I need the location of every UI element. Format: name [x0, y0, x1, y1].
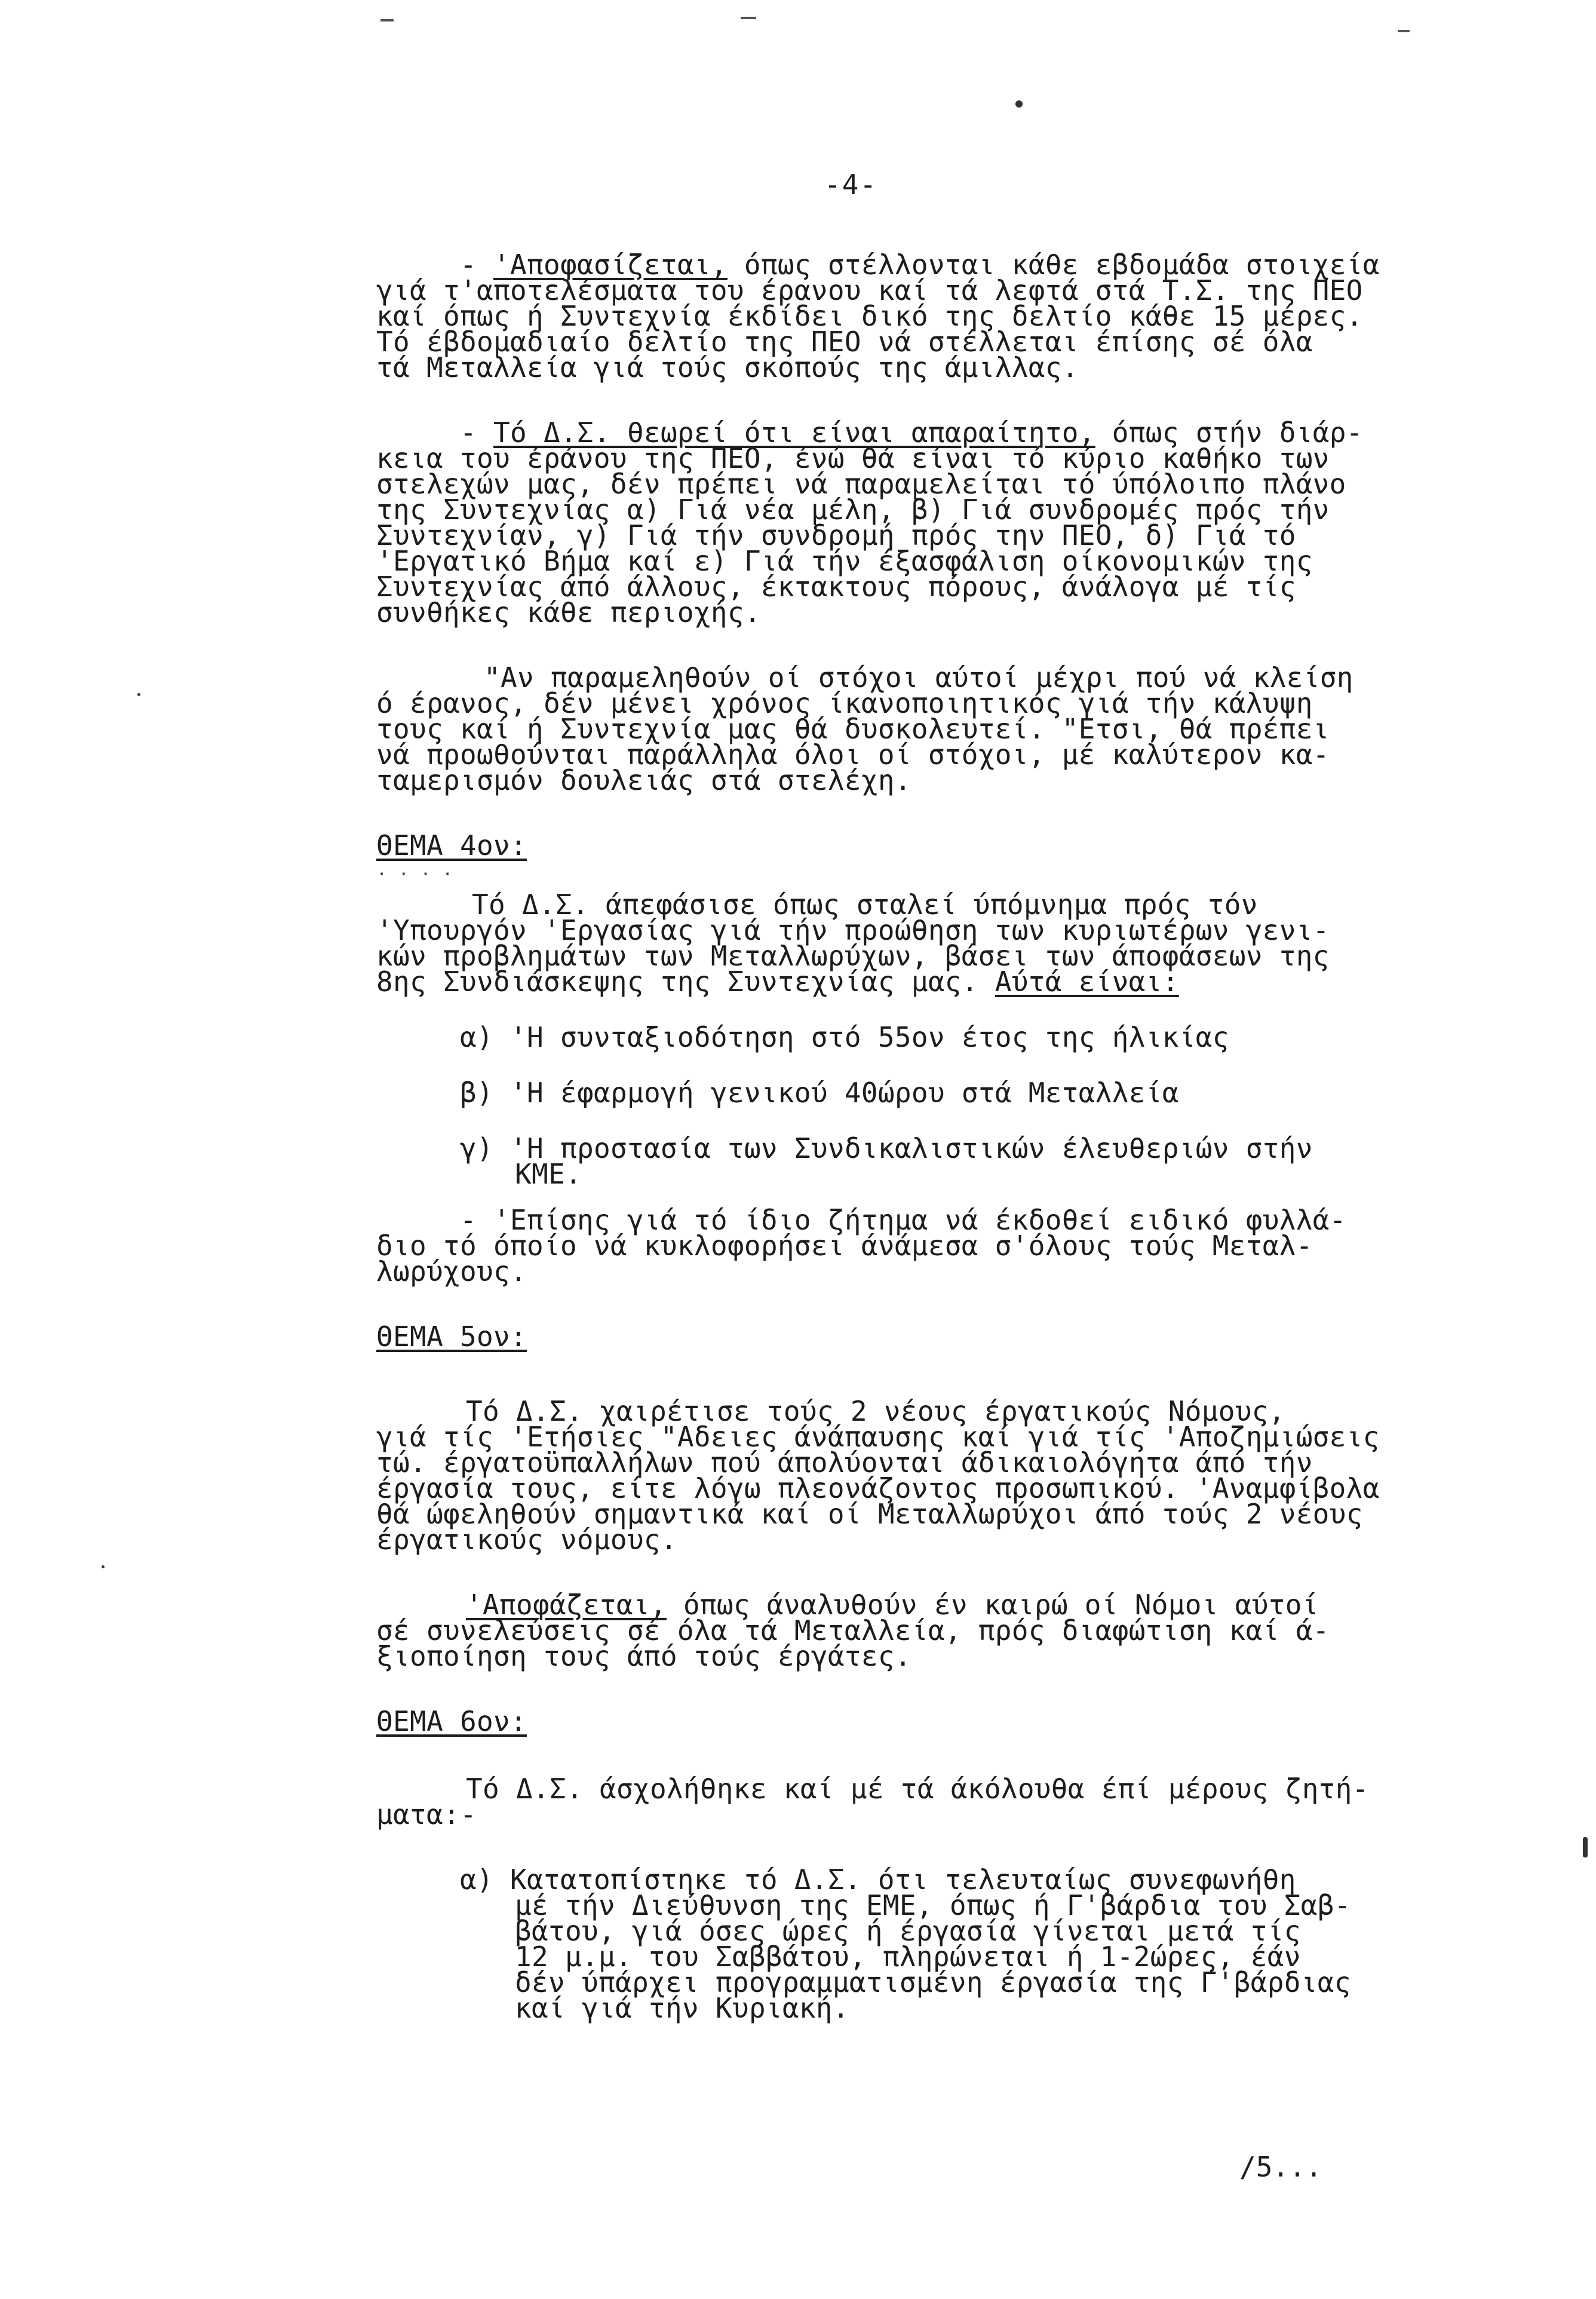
paragraph-2-line: συνθήκες κάθε περιοχής.: [376, 596, 761, 629]
theme-5-text: τώ. έργατοϋπαλλήλων πού άπολύονται άδικαιολόγητα άπό τήν: [376, 1446, 1313, 1479]
theme-4-also: λωρύχους.: [376, 1255, 527, 1288]
theme-5-text: έργασία τους, είτε λόγω πλεονάζοντος προσωπικού. 'Αναμφίβολα: [376, 1472, 1380, 1504]
theme-4-item-g: γ) 'Η προστασία των Συνδικαλιστικών έλευθεριών στήν: [460, 1132, 1313, 1164]
paragraph-2-line: της Συντεχνίας α) Γιά νέα μέλη, β) Γιά συνδρομές πρός τήν: [376, 493, 1330, 526]
theme-4-item-g-cont: ΚΜΕ.: [515, 1158, 582, 1190]
paragraph-2-line: Συντεχνίαν, γ) Γιά τήν συνδρομή πρός την ΠΕΟ, δ) Γιά τό: [376, 519, 1296, 551]
theme-4-item-a: α) 'Η συνταξιοδότηση στό 55ον έτος της ήλικίας: [460, 1021, 1229, 1053]
scan-mark: [380, 19, 394, 22]
theme-4-item-b: β) 'Η έφαρμογή γενικού 40ώρου στά Μεταλλεία: [460, 1077, 1179, 1109]
paragraph-3-line: ταμερισμόν δουλειάς στά στελέχη.: [376, 764, 911, 796]
scan-speck: [1583, 1837, 1588, 1857]
paragraph-2-line: στελεχών μας, δέν πρέπει νά παραμελείται τό ύπόλοιπο πλάνο: [376, 468, 1346, 500]
decision-5-underlined: 'Αποφάζεται,: [466, 1589, 667, 1621]
paragraph-3-line: ό έρανος, δέν μένει χρόνος ίκανοποιητικός γιά τήν κάλυψη: [376, 687, 1313, 719]
paragraph-2-line: κεια του έράνου της ΠΕΟ, ένώ θά είναι τό κύριο καθήκο των: [376, 442, 1330, 474]
paragraph-2-line-1: - Τό Δ.Σ. θεωρεί ότι είναι απαραίτητο, όπως στήν διάρ-: [460, 416, 1363, 449]
theme-5-text: έργατικούς νόμους.: [376, 1524, 677, 1556]
these-are-underlined: Αύτά είναι:: [995, 965, 1179, 998]
document-body: [376, 249, 1511, 2024]
theme-6-intro: Τό Δ.Σ. άσχολήθηκε καί μέ τά άκόλουθα έπί μέρους ζητή-: [466, 1773, 1369, 1805]
theme-4-intro-last: [376, 965, 1511, 998]
theme-6-intro: ματα:-: [376, 1798, 477, 1831]
scan-speck: [137, 693, 140, 696]
scan-speck: [1015, 100, 1023, 108]
theme-6-item-a-cont: δέν ύπάρχει προγραμματισμένη έργασία της Γ'βάρδιας: [515, 1966, 1351, 1998]
heading-dots: . . . .: [376, 859, 453, 880]
paragraph-1-line: καί όπως ή Συντεχνία έκδίδει δικό της δελτίο κάθε 15 μέρες.: [376, 300, 1363, 332]
theme-5-text: Τό Δ.Σ. χαιρέτισε τούς 2 νέους έργατικούς Νόμους,: [466, 1395, 1285, 1427]
continuation-marker: /5...: [1239, 2151, 1322, 2183]
paragraph-3-line: τους καί ή Συντεχνία μας θά δυσκολευτεί. "Ετσι, θά πρέπει: [376, 713, 1330, 745]
scan-mark: [741, 17, 756, 19]
paragraph-1-line: Τό έβδομαδιαίο δελτίο της ΠΕΟ νά στέλλεται έπίσης σέ όλα: [376, 326, 1313, 358]
theme-4-intro: 'Υπουργόν 'Εργασίας γιά τήν προώθηση των κυριωτέρων γενι-: [376, 914, 1330, 946]
page-number: -4-: [824, 168, 878, 201]
paragraph-3-line: νά προωθούνται παράλληλα όλοι οί στόχοι, μέ καλύτερον κα-: [376, 738, 1330, 771]
scan-speck: [102, 1565, 105, 1568]
paragraph-3-line: "Αν παραμεληθούν οί στόχοι αύτοί μέχρι πού νά κλείση: [484, 661, 1353, 694]
paragraph-1-line-1: - 'Αποφασίζεται, όπως στέλλονται κάθε εβδομάδα στοιχεία: [460, 249, 1380, 281]
theme-4-intro-text: 8ης Συνδιάσκεψης της Συντεχνίας μας.: [376, 965, 978, 998]
decision-5-text: όπως άναλυθούν έν καιρώ οί Νόμοι αύτοί: [683, 1589, 1319, 1621]
theme-6-item-a-cont: 12 μ.μ. του Σαββάτου, πληρώνεται ή 1-2ώρες, έάν: [515, 1941, 1301, 1973]
paragraph-2-line: Συντεχνίας άπό άλλους, έκτακτους πόρους, άνάλογα μέ τίς: [376, 571, 1296, 603]
theme-6-heading: ΘΕΜΑ 6ον:: [376, 1705, 527, 1737]
theme-4-intro: κών προβλημάτων των Μεταλλωρύχων, βάσει των άποφάσεων της: [376, 940, 1330, 972]
theme-5-decision: σέ συνελεύσεις σέ όλα τά Μεταλλεία, πρός διαφώτιση καί ά-: [376, 1614, 1330, 1647]
ds-underlined: Τό Δ.Σ. θεωρεί ότι είναι απαραίτητο,: [493, 416, 1095, 449]
paragraph-1-line: τά Μεταλλεία γιά τούς σκοπούς της άμιλλας.: [376, 351, 1079, 384]
theme-4-heading: ΘΕΜΑ 4ον:: [376, 829, 527, 862]
theme-5-text: θά ώφεληθούν σημαντικά καί οί Μεταλλωρύχοι άπό τούς 2 νέους: [376, 1498, 1363, 1530]
theme-5-text: γιά τίς 'Ετήσιες "Αδειες άνάπαυσης καί γιά τίς 'Αποζημιώσεις: [376, 1421, 1380, 1453]
theme-4-intro: Τό Δ.Σ. άπεφάσισε όπως σταλεί ύπόμνημα πρός τόν: [472, 888, 1258, 921]
theme-6-item-a: α) Κατατοπίστηκε τό Δ.Σ. ότι τελευταίως συνεφωνήθη: [460, 1863, 1296, 1896]
theme-5-decision: ξιοποίηση τους άπό τούς έργάτες.: [376, 1640, 911, 1672]
theme-5-heading: ΘΕΜΑ 5ον:: [376, 1320, 527, 1353]
theme-4-also: - 'Επίσης γιά τό ίδιο ζήτημα νά έκδοθεί ειδικό φυλλά-: [460, 1204, 1346, 1236]
theme-4-also: διο τό όποίο νά κυκλοφορήσει άνάμεσα σ'όλους τούς Μεταλ-: [376, 1230, 1313, 1262]
decision-underlined: 'Αποφασίζεται,: [493, 249, 728, 281]
scan-mark: [1398, 30, 1410, 32]
theme-6-item-a-cont: βάτου, γιά όσες ώρες ή έργασία γίνεται μετά τίς: [515, 1915, 1301, 1947]
theme-6-item-a-cont: μέ τήν Διεύθυνση της ΕΜΕ, όπως ή Γ'βάρδια του Σαβ-: [515, 1889, 1351, 1921]
paragraph-1-line: γιά τ'αποτελέσματα του έρανου καί τά λεφτά στά Τ.Σ. της ΠΕΟ: [376, 274, 1363, 306]
theme-6-item-a-cont: καί γιά τήν Κυριακή.: [515, 1992, 849, 2024]
paragraph-2-line: 'Εργατικό Βήμα καί ε) Γιά τήν έξασφάλιση οίκονομικών της: [376, 545, 1313, 577]
